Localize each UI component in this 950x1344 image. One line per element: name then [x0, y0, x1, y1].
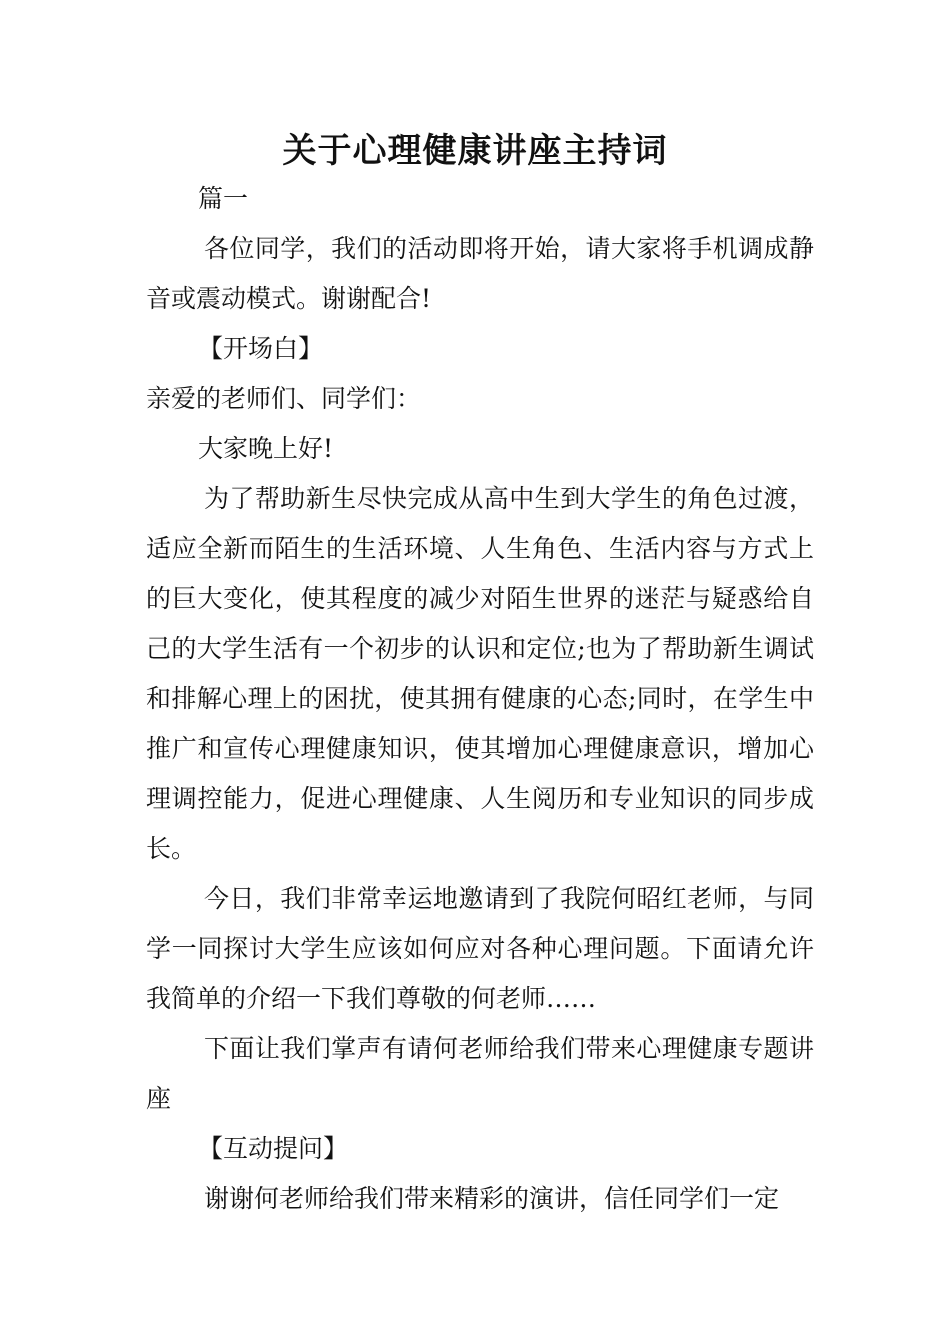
paragraph-salutation: 亲爱的老师们、同学们：	[146, 384, 422, 413]
section-label-pian-yi: 篇一	[198, 184, 249, 213]
paragraph-greeting: 大家晚上好!	[198, 434, 334, 463]
document-title: 关于心理健康讲座主持词	[282, 131, 668, 171]
document-body	[146, 174, 814, 1224]
section-heading-opening: 【开场白】	[198, 334, 324, 363]
paragraph-welcome-speaker: 下面让我们掌声有请何老师给我们带来心理健康专题讲座	[146, 1034, 814, 1113]
paragraph-phone-notice: 各位同学，我们的活动即将开始，请大家将手机调成静音或震动模式。谢谢配合!	[146, 234, 814, 313]
paragraph-thanks: 谢谢何老师给我们带来精彩的演讲，信任同学们一定	[204, 1184, 780, 1213]
paragraph-purpose: 为了帮助新生尽快完成从高中生到大学生的角色过渡，适应全新而陌生的生活环境、人生角色、生活内容与方式上的巨大变化，使其程度的减少对陌生世界的迷茫与疑惑给自己的大学生活有一个初步的认识和定位;也为了帮助新生调试和排解心理上的困扰，使其拥有健康的心态;同时，在学生中推广和宣传心理健康知识，使其增加心理健康意识，增加心理调控能力，促进心理健康、人生阅历和专业知识的同步成长。	[146, 484, 814, 863]
section-heading-qa: 【互动提问】	[198, 1134, 349, 1163]
paragraph-speaker-intro: 今日，我们非常幸运地邀请到了我院何昭红老师，与同学一同探讨大学生应该如何应对各种心理问题。下面请允许我简单的介绍一下我们尊敬的何老师……	[146, 884, 814, 1013]
